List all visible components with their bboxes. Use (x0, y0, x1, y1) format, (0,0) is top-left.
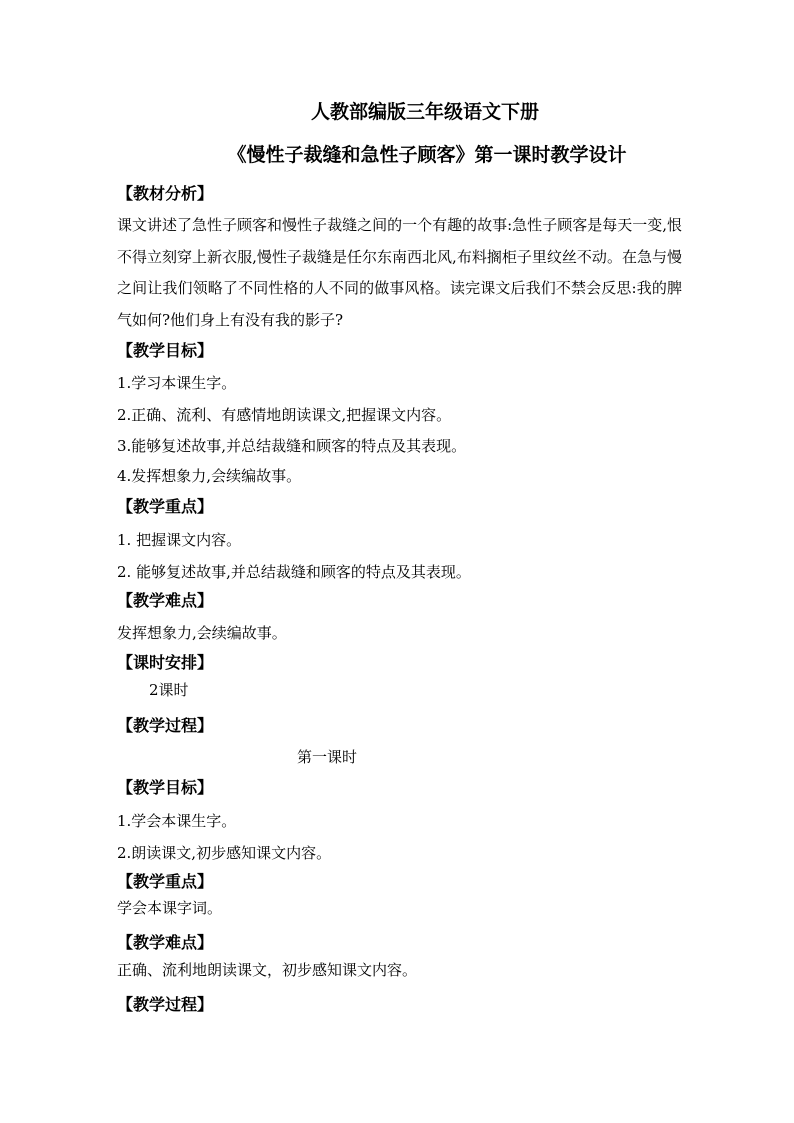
heading-key-points: 【教学重点】 (117, 497, 214, 516)
heading-difficulties: 【教学难点】 (117, 591, 214, 610)
analysis-text: 课文讲述了急性子顾客和慢性子裁缝之间的一个有趣的故事:急性子顾客是每天一变,恨不得立刻穿上新衣服,慢性子裁缝是任尔东南西北风,布料搁柜子里纹丝不动。在急与慢之间让我们领略了不同性格的人不同的做事风格。读完课文后我们不禁会反思:我的脾气如何?他们身上有没有我的影子? (117, 216, 682, 329)
schedule-text: 2课时 (149, 681, 189, 699)
heading-schedule: 【课时安排】 (117, 653, 214, 672)
goal-item: 3.能够复述故事,并总结裁缝和顾客的特点及其表现。 (117, 437, 467, 455)
difficulties-text: 发挥想象力,会续编故事。 (117, 624, 287, 642)
key-point-item: 2. 能够复述故事,并总结裁缝和顾客的特点及其表现。 (117, 563, 471, 581)
lesson1-goal-item: 2.朗读课文,初步感知课文内容。 (117, 844, 332, 862)
document-subtitle: 《慢性子裁缝和急性子顾客》第一课时教学设计 (227, 144, 627, 166)
lesson-label: 第一课时 (296, 748, 357, 766)
heading-goals: 【教学目标】 (117, 341, 214, 360)
document-title: 人教部编版三年级语文下册 (310, 101, 539, 123)
heading-lesson1-process: 【教学过程】 (117, 995, 214, 1014)
lesson1-goal-item: 1.学会本课生字。 (117, 812, 237, 830)
lesson1-difficulty-text: 正确、流利地朗读课文，初步感知课文内容。 (117, 961, 418, 979)
heading-lesson1-goals: 【教学目标】 (117, 778, 214, 797)
heading-process: 【教学过程】 (117, 716, 214, 735)
heading-lesson1-key: 【教学重点】 (117, 872, 214, 891)
goal-item: 4.发挥想象力,会续编故事。 (117, 467, 302, 485)
lesson1-key-text: 学会本课字词。 (117, 899, 223, 917)
goal-item: 1.学习本课生字。 (117, 374, 237, 392)
heading-analysis: 【教材分析】 (117, 184, 214, 203)
key-point-item: 1. 把握课文内容。 (117, 531, 242, 549)
goal-item: 2.正确、流利、有感情地朗读课文,把握课文内容。 (117, 406, 452, 424)
heading-lesson1-difficulty: 【教学难点】 (117, 933, 214, 952)
